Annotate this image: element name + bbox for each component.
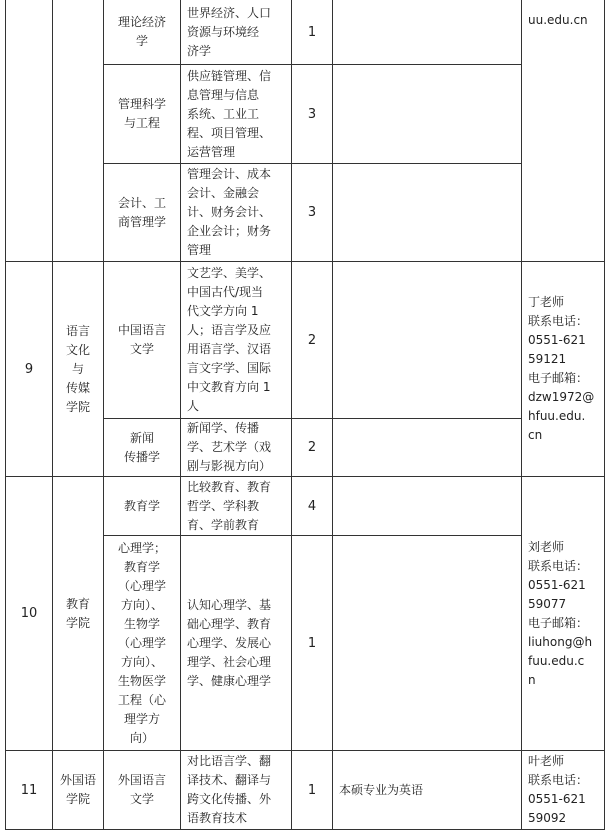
major-cell: 管理科学 与工程 xyxy=(117,97,166,130)
count-cell: 1 xyxy=(307,24,317,40)
grid-line xyxy=(604,0,605,830)
note-cell xyxy=(333,419,521,476)
count-cell: 3 xyxy=(307,205,317,220)
contact-cell: 丁老师 联系电话： 0551-621 59121 电子邮箱： dzw1972@ hfuu.edu. cn xyxy=(528,295,595,442)
major-cell: 新闻 传播学 xyxy=(123,430,160,464)
contact-cell: uu.edu.cn xyxy=(528,12,588,27)
count-cell: 2 xyxy=(307,332,317,348)
major-cell: 外国语言 文学 xyxy=(117,773,166,806)
note-cell xyxy=(333,262,521,418)
college-name: 语言 文化 与 传媒 学院 xyxy=(65,323,90,414)
note-cell xyxy=(333,536,521,750)
count-cell: 4 xyxy=(307,498,317,514)
note-cell xyxy=(333,0,521,64)
row-index: 9 xyxy=(24,361,34,377)
row-index: 10 xyxy=(20,606,38,621)
note-cell xyxy=(333,164,521,261)
row-index xyxy=(6,0,52,261)
count-cell: 1 xyxy=(307,635,317,651)
major-cell: 理论经济 学 xyxy=(117,15,166,48)
direction-cell: 文艺学、美学、 中国古代/现当 代文学方向 1 人；语言学及应 用语言学、汉语 言文字学、国际 中文教育方向 1 人 xyxy=(187,266,272,413)
note-cell xyxy=(333,65,521,163)
direction-cell: 认知心理学、基 础心理学、教育 心理学、发展心 理学、社会心理 学、健康心理学 xyxy=(187,597,272,688)
direction-cell: 世界经济、人口 资源与环境经 济学 xyxy=(187,5,272,58)
count-cell: 1 xyxy=(307,782,317,798)
major-cell: 会计、工 商管理学 xyxy=(117,195,166,229)
direction-cell: 比较教育、教育 哲学、学科教 育、学前教育 xyxy=(187,479,272,532)
contact-cell: 叶老师 联系电话： 0551-621 59092 xyxy=(528,754,589,825)
major-cell: 心理学； 教育学 （心理学 方向）、 生物学 （心理学 方向）、 生物医学 工程（心 理学方 向） xyxy=(117,540,166,745)
college-name: 外国语 学院 xyxy=(59,773,96,806)
direction-cell: 供应链管理、信 息管理与信息 系统、工业工 程、项目管理、 运营管理 xyxy=(187,68,272,159)
college-name: 教育 学院 xyxy=(65,596,90,630)
direction-cell: 管理会计、成本 会计、金融会 计、财务会计、 企业会计；财务 管理 xyxy=(187,167,272,257)
major-cell: 教育学 xyxy=(123,498,160,513)
note-cell: 本硕专业为英语 xyxy=(339,782,424,797)
direction-cell: 新闻学、传播 学、艺术学（戏 剧与影视方向） xyxy=(187,421,272,473)
note-cell xyxy=(333,477,521,535)
major-cell: 中国语言 文学 xyxy=(117,323,166,356)
row-index: 11 xyxy=(20,782,38,798)
count-cell: 2 xyxy=(307,440,317,455)
direction-cell: 对比语言学、翻 译技术、翻译与 跨文化传播、外 语教育技术 xyxy=(187,754,272,825)
grid-line xyxy=(5,829,604,830)
count-cell: 3 xyxy=(307,106,317,122)
college-name xyxy=(53,0,103,261)
contact-cell: 刘老师 联系电话： 0551-621 59077 电子邮箱： liuhong@h fuu.edu.c n xyxy=(528,539,593,687)
